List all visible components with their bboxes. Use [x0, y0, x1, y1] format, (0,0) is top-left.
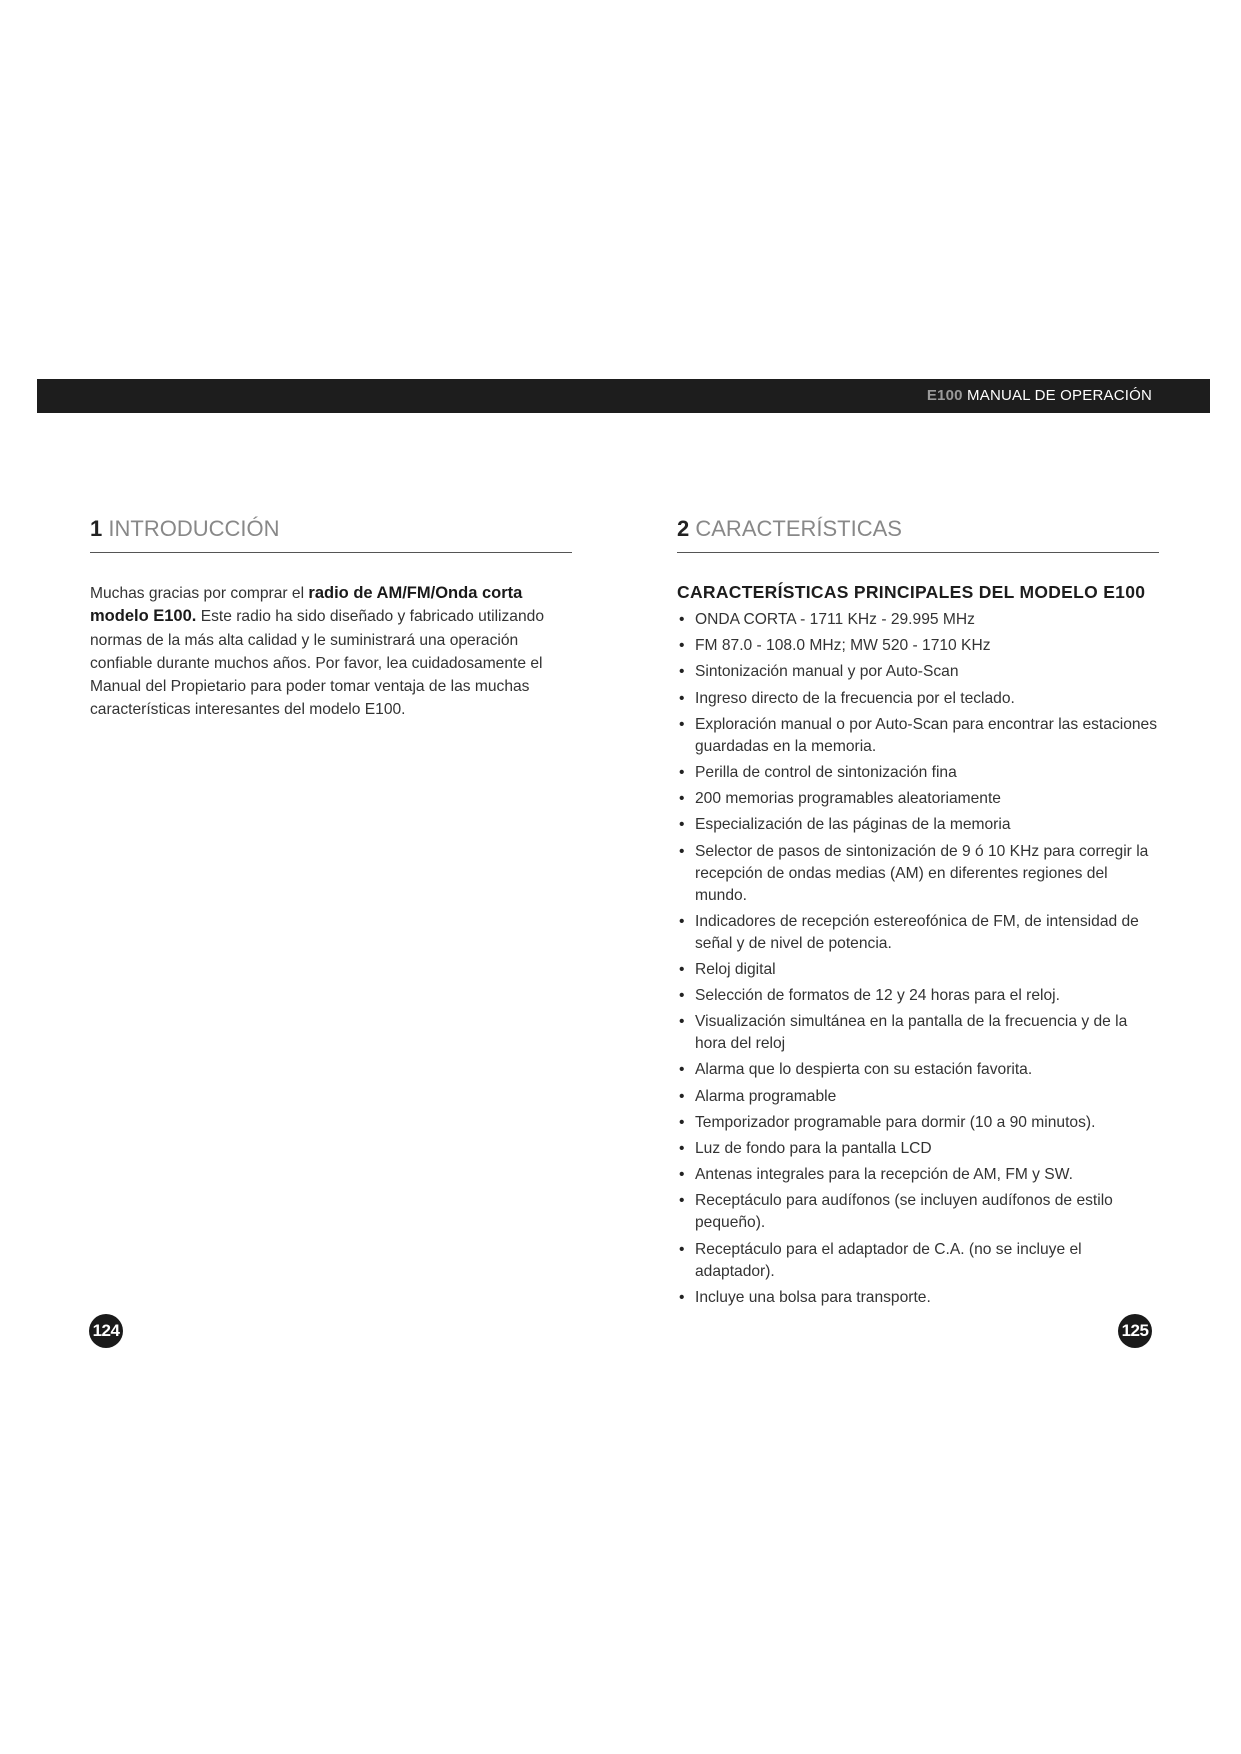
section-number: 2 [677, 516, 690, 541]
feature-item: • FM 87.0 - 108.0 MHz; MW 520 - 1710 KHz [677, 635, 1159, 657]
section-number: 1 [90, 516, 103, 541]
feature-item: • Incluye una bolsa para transporte. [677, 1287, 1159, 1309]
feature-item: • Reloj digital [677, 959, 1159, 981]
manual-title [927, 387, 1152, 404]
features-heading [677, 514, 1159, 553]
page-number-right: 125 [1118, 1314, 1152, 1348]
feature-item: • Alarma que lo despierta con su estación favorita. [677, 1059, 1159, 1081]
feature-item: • Especialización de las páginas de la memoria [677, 814, 1159, 836]
feature-item: • Selector de pasos de sintonización de 9 ó 10 KHz para corregir la recepción de ondas medias (AM) en diferentes regiones del mundo. [677, 841, 1159, 907]
feature-item: • Alarma programable [677, 1086, 1159, 1108]
feature-item: • Selección de formatos de 12 y 24 horas para el reloj. [677, 985, 1159, 1007]
feature-item: • ONDA CORTA - 1711 KHz - 29.995 MHz [677, 609, 1159, 631]
main-features-title: CARACTERÍSTICAS PRINCIPALES DEL MODELO E100 [677, 582, 1146, 602]
feature-item: • Sintonización manual y por Auto-Scan [677, 661, 1159, 683]
manual-title-text: MANUAL DE OPERACIÓN [967, 387, 1152, 404]
feature-item: • Receptáculo para el adaptador de C.A. (no se incluye el adaptador). [677, 1239, 1159, 1283]
intro-text-rest: Este radio ha sido diseñado y fabricado utilizando normas de la más alta calidad y le suministrará una operación confiable durante muchos años. Por favor, lea cuidadosamente el Manual del Propietario para poder tomar ventaja de las muchas características interesantes del modelo E100. [90, 608, 544, 719]
intro-text-start: Muchas gracias por comprar el [90, 585, 309, 602]
page-number-left: 124 [89, 1314, 123, 1348]
header-bar [37, 379, 1210, 413]
feature-item: • Temporizador programable para dormir (10 a 90 minutos). [677, 1112, 1159, 1134]
feature-item: • Luz de fondo para la pantalla LCD [677, 1138, 1159, 1160]
feature-item: • Indicadores de recepción estereofónica de FM, de intensidad de señal y de nivel de potencia. [677, 911, 1159, 955]
feature-item: • Perilla de control de sintonización fina [677, 762, 1159, 784]
feature-item: • Visualización simultánea en la pantalla de la frecuencia y de la hora del reloj [677, 1011, 1159, 1055]
features-column [677, 514, 1159, 1313]
section-title: INTRODUCCIÓN [108, 516, 280, 541]
model-name: E100 [926, 387, 963, 404]
feature-item: • Receptáculo para audífonos (se incluyen audífonos de estilo pequeño). [677, 1190, 1159, 1234]
section-title: CARACTERÍSTICAS [695, 516, 902, 541]
intro-product-name: radio de AM/FM/Onda corta modelo E100. [90, 584, 523, 626]
introduction-heading [90, 514, 572, 553]
feature-item: • Exploración manual o por Auto-Scan para encontrar las estaciones guardadas en la memoria. [677, 714, 1159, 758]
feature-item: • Ingreso directo de la frecuencia por el teclado. [677, 688, 1159, 710]
introduction-column [90, 514, 572, 737]
feature-item: • 200 memorias programables aleatoriamente [677, 788, 1159, 810]
features-list [677, 609, 1159, 1309]
introduction-paragraph [90, 582, 572, 722]
feature-item: • Antenas integrales para la recepción de AM, FM y SW. [677, 1164, 1159, 1186]
